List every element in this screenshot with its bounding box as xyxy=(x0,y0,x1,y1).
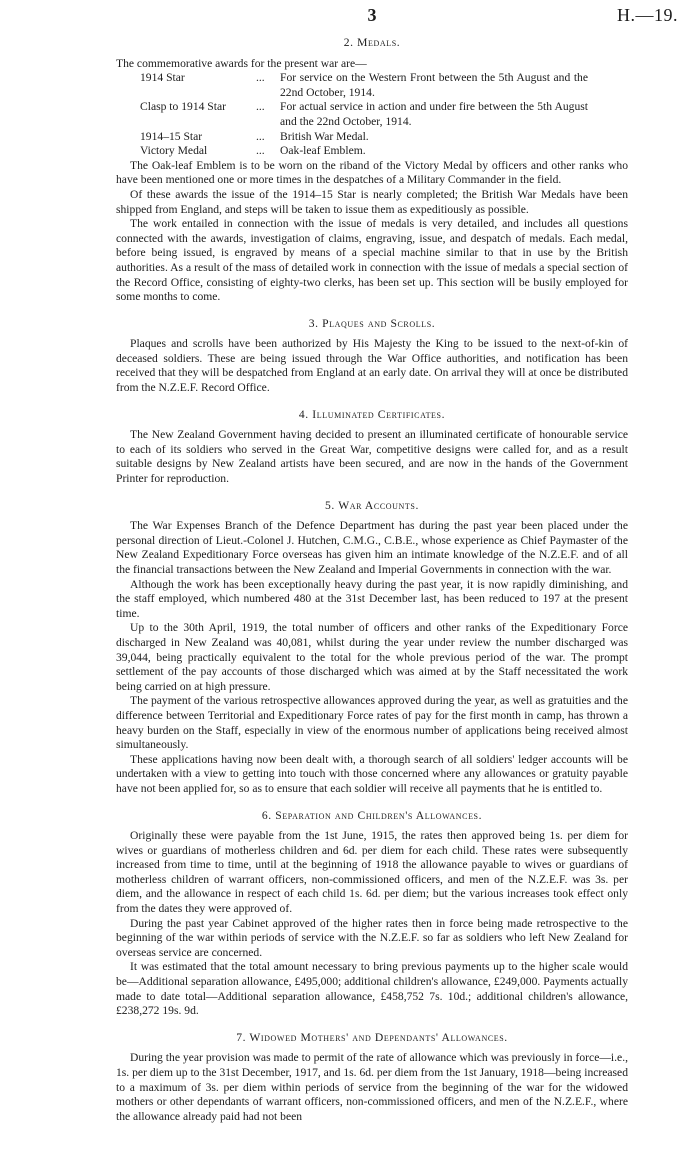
section-heading-medals: 2. Medals. xyxy=(343,36,401,49)
page-number: 3 xyxy=(367,5,377,25)
award-description: British War Medal. xyxy=(280,129,369,143)
award-row xyxy=(140,71,628,100)
paragraph: During the year provision was made to permit of the rate of allowance which was previously in force—i.e., 1s. per diem up to the 31st December, 1917, and 1s. 6d. per diem from the 1st January, 1918—being increased to a maximum of 3s. per diem within periods of service from the beginning of the war for the widowed mothers or other dependants of warrant officers, non-commissioned officers, and men of the N.Z.E.F., where the allowance already paid had not been xyxy=(116,1051,628,1123)
award-row xyxy=(140,144,628,159)
section-heading-widowed-mothers: 7. Widowed Mothers' and Dependants' Allowances. xyxy=(236,1030,508,1044)
award-row xyxy=(140,130,628,145)
award-dots: ... xyxy=(256,100,265,114)
award-dots: ... xyxy=(256,71,265,85)
paragraph: Up to the 30th April, 1919, the total number of officers and other ranks of the Expeditionary Force discharged in New Zealand was 40,081, whilst during the year under review the number discharged was 39,044, being practically equivalent to the total for the whole previous period of the war. The prompt settlement of the pay accounts of those discharged which was aimed at by the Staff necessitated the work being carried on at high pressure. xyxy=(116,621,628,693)
paragraph: It was estimated that the total amount necessary to bring previous payments up to the higher scale would be—Additional separation allowance, £495,000; additional children's allowance, £249,000. Payments actually made to date total—Additional separation allowance, £458,752 7s. 10d.; additional children's allowance, £238,272 19s. 9d. xyxy=(116,960,628,1018)
section-heading-certificates: 4. Illuminated Certificates. xyxy=(298,407,446,421)
award-name: 1914 Star xyxy=(140,71,185,85)
paragraph: These applications having now been dealt with, a thorough search of all soldiers' ledger accounts will be undertaken with a view to getting into touch with those concerned where any allowances or gratuity payable have not been applied for, so as to ensure that each soldier will receive all payments that he is entitled to. xyxy=(116,752,628,795)
award-description: For actual service in action and under fire between the 5th August and the 22nd October, 1914. xyxy=(280,100,588,128)
award-name: 1914–15 Star xyxy=(140,129,203,143)
paragraph: The work entailed in connection with the issue of medals is very detailed, and includes all questions connected with the awards, investigation of claims, engraving, issue, and despatch of medals. Each medal, before being issued, is engraved by means of a special machine similar to that in use by the British authorities. As a result of the mass of detailed work in connection with the issue of medals a special section of the Record Office, consisting of eighty-two clerks, has been set up. This section will be busily employed for some months to come. xyxy=(116,217,628,304)
paragraph: During the past year Cabinet approved of the higher rates then in force being made retrospective to the beginning of the war within periods of service with the N.Z.E.F. so far as soldiers who left New Zealand for overseas service are concerned. xyxy=(116,916,628,959)
paragraph: Of these awards the issue of the 1914–15 Star is nearly completed; the British War Medals have been shipped from England, and steps will be taken to issue them as expeditiously as possible. xyxy=(116,187,628,216)
award-description: Oak-leaf Emblem. xyxy=(280,144,366,158)
award-row xyxy=(140,100,628,129)
medals-intro: The commemorative awards for the present war are— xyxy=(116,56,367,70)
award-name: Clasp to 1914 Star xyxy=(140,100,226,114)
paragraph: Although the work has been exceptionally heavy during the past year, it is now rapidly diminishing, and the staff employed, which numbered 480 at the 31st December last, has been reduced to 197 at the present time. xyxy=(116,577,628,620)
section-heading-war-accounts: 5. War Accounts. xyxy=(325,498,419,512)
document-reference: H.—19. xyxy=(617,5,678,25)
awards-list xyxy=(116,71,628,159)
section-heading-separation-allowances: 6. Separation and Children's Allowances. xyxy=(261,808,483,822)
award-description: For service on the Western Front between the 5th August and the 22nd October, 1914. xyxy=(280,71,588,99)
award-dots: ... xyxy=(256,144,265,158)
section-heading-plaques: 3. Plaques and Scrolls. xyxy=(308,316,436,330)
page-header xyxy=(116,5,678,32)
award-name: Victory Medal xyxy=(140,144,208,158)
paragraph: The War Expenses Branch of the Defence Department has during the past year been placed under the personal direction of Lieut.-Colonel J. Hutchen, C.M.G., C.B.E., whose experience as Chief Paymaster of the New Zealand Expeditionary Force overseas has given him an intimate knowledge of the N.Z.E.F. and of all the financial transactions between the New Zealand and Imperial Governments in connection with the war. xyxy=(116,519,628,576)
paragraph: The New Zealand Government having decided to present an illuminated certificate of honourable service to each of its soldiers who served in the Great War, competitive designs were called for, and as a result suitable designs by New Zealand artists have been secured, and are now in the hands of the Government Printer for reproduction. xyxy=(116,428,628,486)
paragraph: The Oak-leaf Emblem is to be worn on the riband of the Victory Medal by officers and other ranks who have been mentioned one or more times in the despatches of a Military Commander in the field. xyxy=(116,158,628,187)
award-dots: ... xyxy=(256,129,265,143)
paragraph: Originally these were payable from the 1st June, 1915, the rates then approved being 1s. per diem for wives or guardians of motherless children and 6d. per diem for each child. These rates were subsequently increased from time to time, until at the beginning of 1918 the allowance payable to wives or guardians of motherless children of warrant officers, non-commissioned officers, and men of the N.Z.E.F. was 3s. per diem, and the allowance in respect of each child 1s. 6d. per diem; but the various increases took effect only from the dates they were approved of. xyxy=(116,829,628,916)
paragraph: The payment of the various retrospective allowances approved during the year, as well as gratuities and the difference between Territorial and Expeditionary Force rates of pay for the first month in camp, has thrown a heavy burden on the Staff, especially in view of the enormous number of applications being received almost simultaneously. xyxy=(116,694,628,752)
paragraph: Plaques and scrolls have been authorized by His Majesty the King to be issued to the next-of-kin of deceased soldiers. These are being issued through the War Office authorities, and notification has been received that they will be despatched from England at an early date. On arrival they will at once be distributed from the N.Z.E.F. Record Office. xyxy=(116,337,628,395)
